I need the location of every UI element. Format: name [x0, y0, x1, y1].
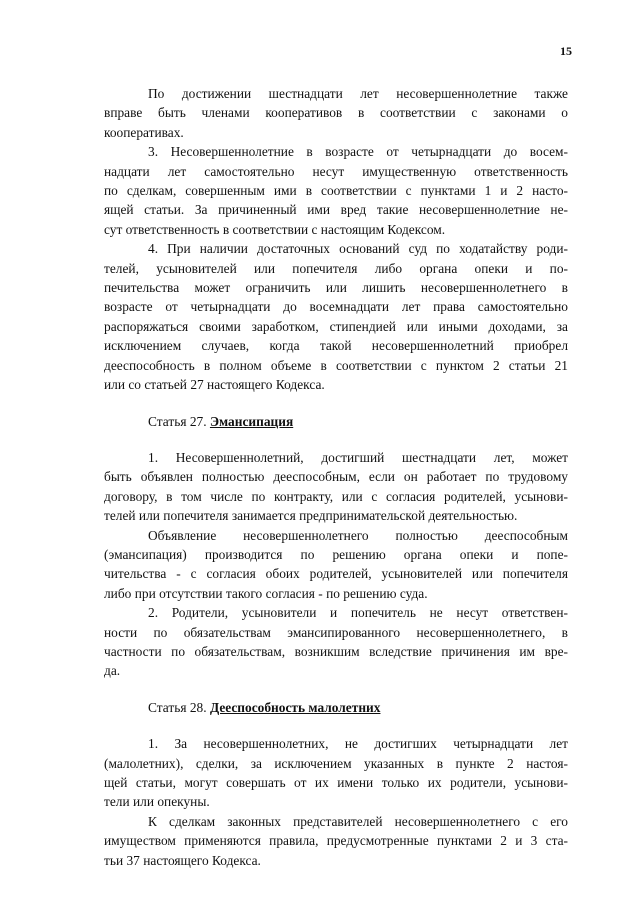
text-line: да. [104, 663, 121, 679]
text-line: 4. При наличии достаточных оснований суд по ходатайству роди- [148, 241, 568, 257]
paragraph-group-1 [104, 84, 568, 395]
article-28-number: Статья 28. [148, 699, 207, 715]
text-line: по сделкам, совершенным ими в соответствии с пунктами 1 и 2 насто- [104, 183, 568, 199]
text-line: частности по обязательствам, возникшим вследствие причинения им вре- [104, 643, 568, 659]
text-line: имуществом применяются правила, предусмотренные пунктами 2 и 3 ста- [104, 833, 568, 849]
article-27-heading [104, 412, 568, 431]
text-line: 2. Родители, усыновители и попечитель не несут ответствен- [148, 605, 568, 621]
text-line: (малолетних), сделки, за исключением указанных в пункте 2 настоя- [104, 755, 568, 771]
text-line: вправе быть членами кооперативов в соответствии с законами о [104, 105, 568, 121]
text-line: телей, усыновителей или попечителя либо органа опеки и по- [104, 260, 568, 276]
paragraph [104, 603, 568, 681]
text-line: исключением случаев, когда такой несовершеннолетний приобрел [104, 338, 568, 354]
article-27-title: Эмансипация [209, 413, 294, 429]
text-line: ности по обязательствам эмансипированного несовершеннолетнего, в [104, 624, 568, 640]
paragraph-group-2 [104, 448, 568, 681]
text-line: 1. За несовершеннолетних, не достигших четырнадцати лет [148, 736, 568, 752]
text-line: возрасте от четырнадцати до восемнадцати лет права самостоятельно [104, 299, 568, 315]
article-28-heading [104, 698, 568, 717]
text-line: Объявление несовершеннолетнего полностью дееспособным [148, 527, 568, 543]
text-line: телей или попечителя занимается предпринимательской деятельностью. [104, 508, 518, 524]
text-line: или со статьей 27 настоящего Кодекса. [104, 377, 325, 393]
text-line: либо при отсутствии такого согласия - по решению суда. [104, 585, 428, 601]
paragraph [104, 84, 568, 142]
paragraph [104, 526, 568, 604]
text-line: тьи 37 настоящего Кодекса. [104, 852, 261, 868]
text-line: чительства - с согласия обоих родителей, усыновителей или попечителя [104, 566, 568, 582]
text-line: ящей статьи. За причиненный ими вред такие несовершеннолетние не- [104, 202, 568, 218]
article-28-title: Дееспособность малолетних [209, 699, 381, 715]
text-line: распоряжаться своими заработком, стипендией или иными доходами, за [104, 318, 568, 334]
text-line: кооперативах. [104, 124, 184, 140]
text-line: печительства может ограничить или лишить несовершеннолетнего в [104, 280, 568, 296]
text-line: сут ответственность в соответствии с настоящим Кодексом. [104, 221, 446, 237]
paragraph-group-3 [104, 734, 568, 870]
paragraph [104, 448, 568, 526]
article-27-number: Статья 27. [148, 413, 207, 429]
text-line: По достижении шестнадцати лет несовершеннолетние также [148, 86, 568, 101]
text-line: К сделкам законных представителей несовершеннолетнего с его [148, 813, 568, 829]
text-line: быть объявлен полностью дееспособным, если он работает по трудовому [104, 469, 568, 485]
page-number: 15 [560, 44, 572, 58]
text-line: щей статьи, могут совершать от их имени только их родители, усынови- [104, 775, 568, 790]
text-line: договору, в том числе по контракту, или с согласия родителей, усынови- [104, 488, 568, 504]
text-line: (эмансипация) производится по решению органа опеки и попе- [104, 546, 568, 562]
paragraph [104, 142, 568, 239]
paragraph [104, 812, 568, 870]
text-line: 1. Несовершеннолетний, достигший шестнадцати лет, может [148, 449, 568, 465]
text-line: тели или опекуны. [104, 794, 210, 810]
text-line: дееспособность в полном объеме в соответствии с пунктом 2 статьи 21 [104, 357, 568, 373]
paragraph [104, 734, 568, 812]
text-line: 3. Несовершеннолетние в возрасте от четырнадцати до восем- [148, 144, 568, 160]
paragraph [104, 239, 568, 394]
text-line: надцати лет самостоятельно несут имущественную ответственность [104, 163, 568, 179]
document-body [104, 84, 568, 870]
